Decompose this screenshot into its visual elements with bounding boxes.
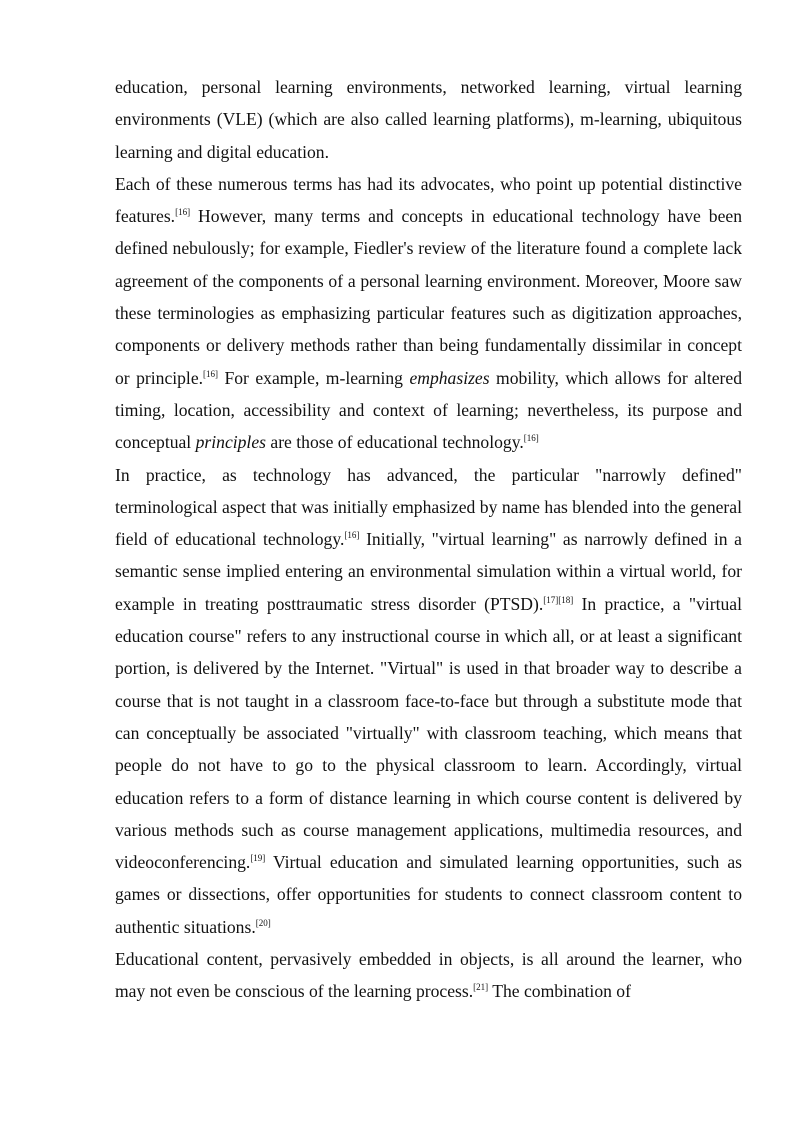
paragraph-text: mobility, which allows for altered timing, location, accessibility and context of learning; nevertheless, its purpose and conceptual	[115, 367, 743, 453]
paragraph-text: are those of educational technology.	[265, 432, 524, 453]
body-paragraph	[115, 71, 742, 168]
paragraph-text: Virtual education and simulated learning opportunities, such as games or dissections, offer opportunities for students to connect classroom content to authentic situations.	[115, 852, 742, 937]
citation-reference: [16]	[344, 530, 360, 541]
paragraph-text: Initially, "virtual learning" as narrowly defined in a semantic sense implied entering an environmental simulation within a virtual world, for example in treating posttraumatic stress disorder (PTSD).	[115, 529, 742, 614]
body-paragraph	[115, 459, 742, 943]
citation-reference: [17][18]	[543, 594, 574, 605]
emphasized-text: principles	[195, 432, 266, 453]
citation-reference: [19]	[250, 853, 266, 864]
paragraph-text: Educational content, pervasively embedded in objects, is all around the learner, who may not even be conscious of the learning process.	[115, 949, 742, 1002]
paragraph-text: In practice, a "virtual education course" refers to any instructional course in which all, or at least a significant portion, is delivered by the Internet. "Virtual" is used in that broader way to describe a course that is not taught in a classroom face-to-face but through a substitute mode that can conceptually be associated "virtually" with classroom teaching, which means that people do not have to go to the physical classroom to learn. Accordingly, virtual education refers to a form of distance learning in which course content is delivered by various methods such as course management applications, multimedia resources, and videoconferencing.	[115, 593, 742, 873]
citation-reference: [20]	[255, 917, 271, 928]
citation-reference: [16]	[523, 433, 539, 444]
paragraph-text: For example, m-learning	[218, 367, 410, 388]
paragraph-text: The combination of	[488, 981, 631, 1002]
paragraph-text: However, many terms and concepts in educational technology have been defined nebulously; for example, Fiedler's review of the literature found a complete lack agreement of the components of a personal learning environment. Moreover, Moore saw these terminologies as emphasizing particular features such as digitization approaches, components or delivery methods rather than being fundamentally dissimilar in concept or principle.	[115, 206, 742, 388]
citation-reference: [21]	[473, 982, 489, 993]
citation-reference: [16]	[175, 207, 191, 218]
paragraph-text: education, personal learning environments, networked learning, virtual learning environments (VLE) (which are also called learning platforms), m-learning, ubiquitous learning and digital education.	[115, 77, 742, 162]
body-paragraph	[115, 943, 742, 1008]
body-paragraph	[115, 168, 742, 459]
paragraph-text: Each of these numerous terms has had its advocates, who point up potential distinctive features.	[115, 173, 742, 227]
paragraph-text: In practice, as technology has advanced, the particular "narrowly defined" terminological aspect that was initially emphasized by name has blended into the general field of educational technology.	[115, 464, 742, 550]
citation-reference: [16]	[203, 368, 219, 379]
document-page	[115, 71, 742, 1008]
emphasized-text: emphasizes	[409, 367, 490, 388]
